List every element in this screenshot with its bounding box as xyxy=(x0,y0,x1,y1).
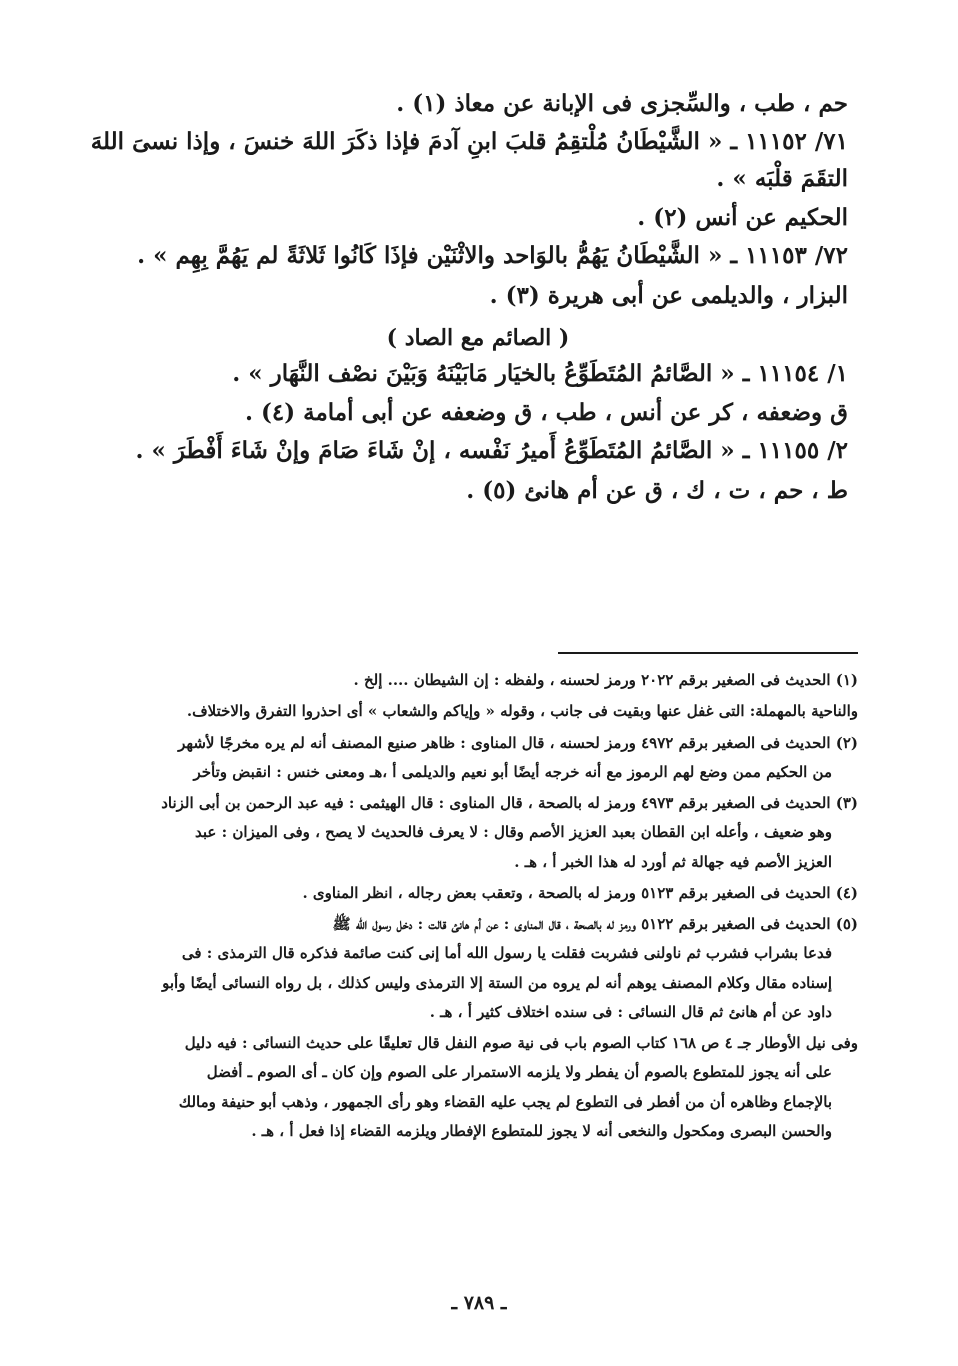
footnote-4 xyxy=(118,879,858,908)
footnote-3-line-3: العزيز الأصم فيه جهالة ثم أورد له هذا الخبر أ ، هـ . xyxy=(514,852,832,871)
commentary-line-4: والحسن البصرى ومكحول والنخعى أنه لا يجوز للمتطوع الإفطار ويلزمه القضاء إذا فعل أ ، هـ . xyxy=(251,1121,832,1140)
footnotes xyxy=(118,666,858,1148)
footnote-5-line-1: (٥) الحديث فى الصغير برقم ٥١٢٢ ورمز له بالصحة ، قال المناوى : عن أم هانئ قالت : دخل رسول الله ﷺ xyxy=(332,915,858,933)
footnote-3-line-1: (٣) الحديث فى الصغير برقم ٤٩٧٣ ورمز له بالصحة ، قال المناوى : قال الهيثمى : فيه عبد الرحمن بن أبى الزناد xyxy=(161,794,858,812)
footnote-5-commentary xyxy=(118,1029,858,1146)
footnote-5-line-4: داود عن أم هانئ ثم قال النسائى : فى سنده اختلاف كثير أ ، هـ . xyxy=(429,1002,832,1021)
hadith-11152: ٧١/ ١١١٥٢ ـ « الشَّيْطَانُ مُلْتقِمُ قلبَ ابنِ آدمَ فإذا ذكَرَ اللهَ خنسَ ، وإذا نسىَ اللهَ xyxy=(90,127,848,155)
footnote-1 xyxy=(118,666,858,695)
footnote-divider xyxy=(558,652,858,654)
footnote-1-line-1: (١) الحديث فى الصغير برقم ٢٠٢٢ ورمز لحسنه ، ولفظه : إن الشيطان .... إلخ . xyxy=(353,671,858,689)
section-heading: ( الصائم مع الصاد ) xyxy=(386,324,570,351)
source-line-11152: الحكيم عن أنس (٢) . xyxy=(637,204,848,232)
footnote-4-line-1: (٤) الحديث فى الصغير برقم ٥١٢٣ ورمز له بالصحة ، وتعقب بعض رجاله ، انظر المناوى . xyxy=(302,883,858,902)
footnote-2-line-2: من الحكيم ممن وضع لهم الرموز مع أنه خرجه أيضًا أبو نعيم والديلمى أ ،هـ ومعنى خنس : انقبض وتأخر xyxy=(193,762,832,781)
source-line-11153: البزار ، والديلمى عن أبى هريرة (٣) . xyxy=(489,281,848,309)
page-number: ـ ٧٨٩ ـ xyxy=(451,1292,507,1314)
hadith-11155: ٢/ ١١١٥٥ ـ « الصَّائمُ المُتَطَوِّعُ أَميرُ نَفْسه ، إنْ شَاءَ صَامَ وإنْ شَاءَ أَفْطَرَ » . xyxy=(135,437,848,464)
footnote-3-line-2: وهو ضعيف ، وأعله ابن القطان بعبد العزيز الأصم وقال : لا يعرف فالحديث لا يصح ، وفى الميزان : عبد xyxy=(195,823,832,842)
commentary-line-3: بالإجماع وظاهره أن من أفطر فى التطوع لم يجب عليه القضاء وهو رأى الجمهور ، وذهب أبو حنيفة ومالك xyxy=(178,1092,832,1111)
commentary-line-1: وفى نيل الأوطار جـ ٤ ص ١٦٨ كتاب الصوم باب فى نية صوم النفل قال تعليقًا على حديث النسائى : فيه دليل xyxy=(184,1034,858,1052)
source-line-11155: ط ، حم ، ت ، ك ، ق عن أم هانئ (٥) . xyxy=(466,476,848,504)
hadith-11154: ١/ ١١١٥٤ ـ « الصَّائمُ المُتَطَوِّعُ بالخيَار مَابَيْنَهُ وَبَيْنَ نصْف النَّهَار » . xyxy=(232,359,848,387)
footnote-2-line-1: (٢) الحديث فى الصغير برقم ٤٩٧٢ ورمز لحسنه ، قال المناوى : ظاهر صنيع المصنف أنه لم يره مخرجًا لأشهر xyxy=(178,733,858,752)
commentary-line-2: على أنه يجوز للمتطوع بالصوم أن يفطر ولا يلزمه الاستمرار على الصوم وإن كان ـ أى الصوم ـ أفضل xyxy=(206,1063,832,1082)
hadith-11152-continuation: التقَمَ قلْبَه » . xyxy=(716,164,848,192)
source-line-11154: ق وضعفه ، كر عن أنس ، طب ، ق وضعفه عن أبى أمامة (٤) . xyxy=(244,399,848,427)
footnote-1-note xyxy=(118,697,858,726)
main-text xyxy=(90,90,848,506)
footnote-3 xyxy=(118,789,858,877)
hadith-11153: ٧٢/ ١١١٥٣ ـ « الشَّيْطَانُ يَهُمُّ بالوَاحد والاثْنَيْن فإذَا كَانُوا ثَلاثَةً لم يَهُمَّ بِهِم » . xyxy=(137,242,848,269)
footnote-5-line-2: فدعا بشراب فشرب ثم ناولنى فشربت فقلت يا رسول الله أما إنى كنت صائمة فذكره قال الترمذى : فى xyxy=(181,944,832,963)
footnote-1-line-2: والناحية بالمهملة: التى غفل عنها وبقيت فى جانب ، وقوله « وإياكم والشعاب » أى احذروا التفرق والاختلاف. xyxy=(186,702,858,721)
footnote-5 xyxy=(118,910,858,1027)
footnote-5-line-3: إسناده مقال وكلام المصنف يوهم أنه لم يروه من الستة إلا الترمذى وليس كذلك ، بل رواه النسائى أيضًا وأبو xyxy=(162,973,832,992)
source-line-0: حم ، طب ، والسِّجزى فى الإبانة عن معاذ (١) . xyxy=(396,90,848,117)
footnote-2 xyxy=(118,729,858,788)
